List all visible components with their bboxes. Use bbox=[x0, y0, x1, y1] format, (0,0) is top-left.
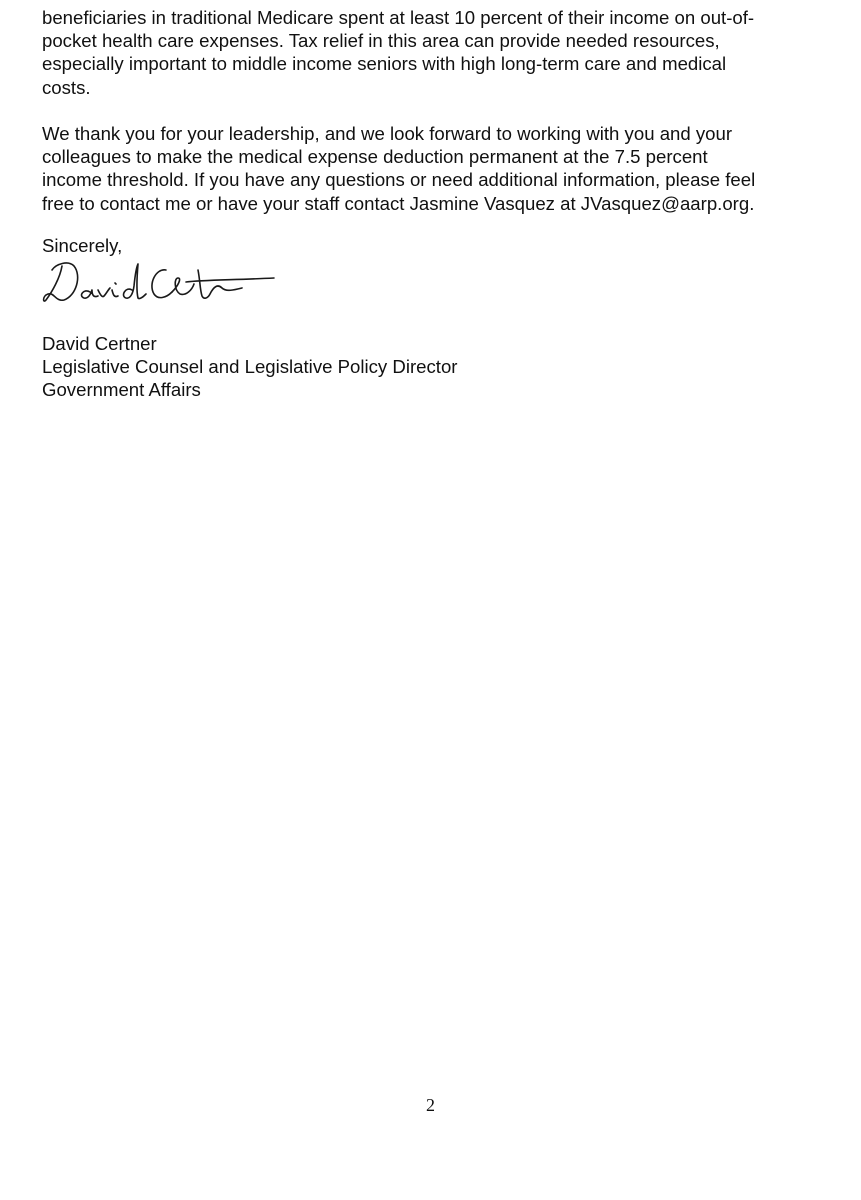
complimentary-close: Sincerely, bbox=[42, 235, 123, 256]
body-paragraph-closing: We thank you for your leadership, and we look forward to working with you and your colleagues to make the medical expense deduction permanent at the 7.5 percent income threshold. If you have any questions or need additional information, please feel free to contact me or have your staff contact Jasmine Vasquez at JVasquez@aarp.org. bbox=[42, 123, 756, 214]
signatory-name: David Certner bbox=[42, 333, 157, 354]
page-number: 2 bbox=[426, 1095, 435, 1115]
body-paragraph-continuation: beneficiaries in traditional Medicare spent at least 10 percent of their income on out-of- pocket health care expenses. Tax relief in this area can provide needed resources, especially important to middle income seniors with high long-term care and medical costs. bbox=[42, 7, 755, 98]
signatory-title: Legislative Counsel and Legislative Policy Director bbox=[42, 356, 458, 378]
signatory-block bbox=[42, 332, 457, 402]
signatory-department: Government Affairs bbox=[42, 379, 201, 401]
handwritten-signature bbox=[38, 256, 278, 312]
